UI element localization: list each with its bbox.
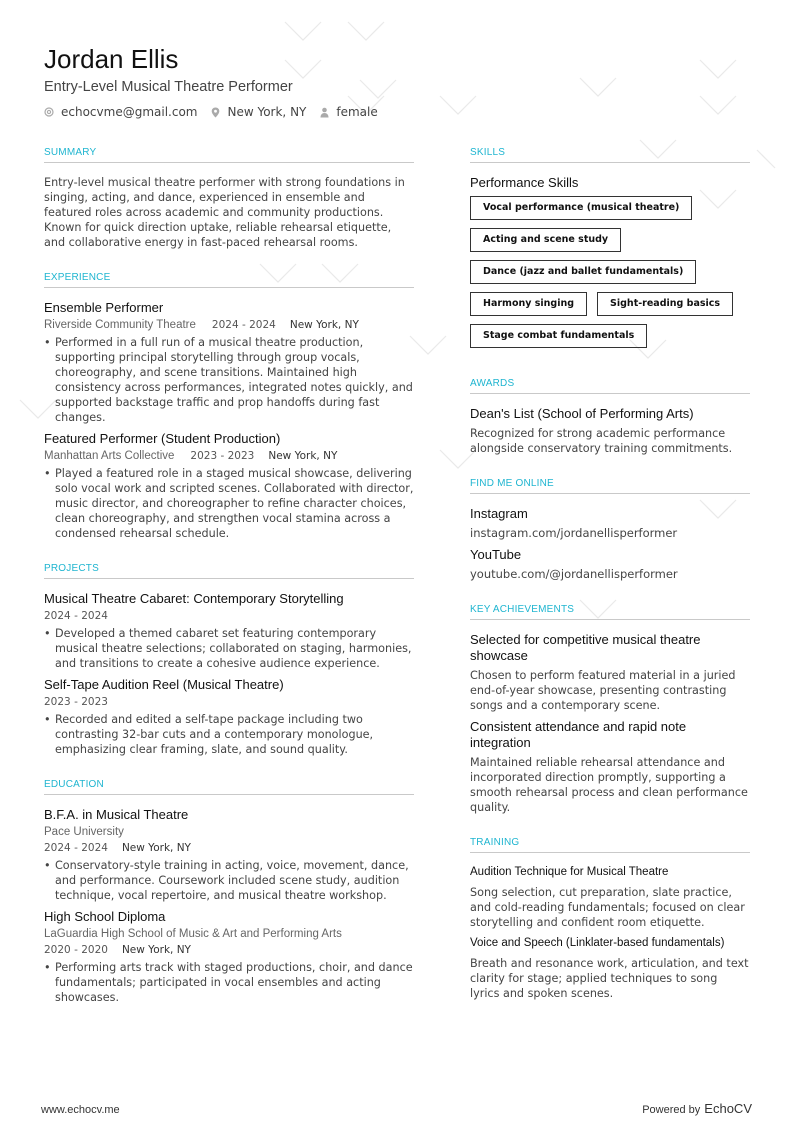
training-title: Audition Technique for Musical Theatre: [470, 866, 669, 878]
experience-role: Featured Performer (Student Production): [44, 431, 281, 446]
skill-tag: Sight-reading basics: [597, 292, 733, 316]
skills-tags: [470, 196, 750, 356]
project-dates: 2023 - 2023: [44, 696, 108, 708]
training-title: Voice and Speech (Linklater-based fundamentals): [470, 937, 725, 949]
experience-dates: 2023 - 2023: [190, 450, 255, 462]
person-icon: [320, 107, 329, 118]
experience-role: Ensemble Performer: [44, 300, 164, 315]
education-meta: [44, 841, 414, 855]
training-section: [470, 837, 750, 1001]
contact-gender: [320, 104, 377, 120]
experience-heading: EXPERIENCE: [44, 272, 414, 288]
right-column: [470, 147, 750, 1023]
awards-section: [470, 378, 750, 456]
education-meta: [44, 943, 414, 957]
achievement-entry: [470, 719, 750, 815]
gender-text: female: [336, 105, 378, 119]
skill-tag: Harmony singing: [470, 292, 587, 316]
skills-category: Performance Skills: [470, 175, 579, 190]
resume-header: [44, 44, 744, 120]
project-title: Self-Tape Audition Reel (Musical Theatre): [44, 677, 284, 692]
skill-tag: Vocal performance (musical theatre): [470, 196, 692, 220]
award-title: Dean's List (School of Performing Arts): [470, 406, 694, 421]
project-entry: [44, 677, 414, 757]
education-entry: [44, 909, 414, 1005]
footer-powered-text: Powered by: [642, 1104, 701, 1116]
education-heading: EDUCATION: [44, 779, 414, 795]
achievement-text: Maintained reliable rehearsal attendance and incorporated direction promptly, supporting a smooth rehearsal process and clean performance quality.: [470, 756, 748, 814]
education-location: New York, NY: [121, 842, 191, 854]
training-heading: TRAINING: [470, 837, 750, 853]
footer-site-link[interactable]: www.echocv.me: [41, 1104, 120, 1116]
achievements-heading: KEY ACHIEVEMENTS: [470, 604, 750, 620]
projects-section: [44, 563, 414, 757]
project-bullet: • Recorded and edited a self-tape package including two contrasting 32-bar cuts and a contemporary monologue, emphasizing clear framing, slate, and sound quality.: [44, 713, 374, 756]
experience-entry: [44, 431, 414, 541]
skills-heading: SKILLS: [470, 147, 750, 163]
contact-email[interactable]: [44, 104, 197, 120]
education-location: New York, NY: [121, 944, 191, 956]
education-degree: High School Diploma: [44, 909, 166, 924]
email-text: echocvme@gmail.com: [61, 105, 198, 119]
experience-meta: [44, 449, 414, 463]
achievement-title: Consistent attendance and rapid note integration: [470, 719, 687, 750]
experience-entry: [44, 300, 414, 425]
contact-row: [44, 104, 744, 120]
footer-brand[interactable]: EchoCV: [704, 1101, 752, 1116]
education-school: LaGuardia High School of Music & Art and Performing Arts: [44, 928, 342, 940]
left-column: [44, 147, 414, 1027]
candidate-title: Entry-Level Musical Theatre Performer: [44, 79, 293, 95]
skill-tag: Dance (jazz and ballet fundamentals): [470, 260, 696, 284]
project-title: Musical Theatre Cabaret: Contemporary Storytelling: [44, 591, 344, 606]
experience-bullet: • Performed in a full run of a musical theatre production, supporting principal storytelling through group vocals, choreography, and scene transitions. Maintained high consistency across performances, integrated notes quickly, and supported backstage traffic and prop handoffs during fast changes.: [44, 336, 413, 424]
at-icon: [44, 107, 54, 117]
training-text: Song selection, cut preparation, slate practice, and cold-reading fundamentals; focused on clear storytelling and confident room etiquette.: [470, 886, 745, 929]
training-entry: [470, 936, 750, 1001]
education-school-row: [44, 825, 414, 839]
contact-location: [211, 104, 306, 120]
award-text: Recognized for strong academic performance alongside conservatory training commitments.: [470, 427, 733, 455]
education-school: Pace University: [44, 826, 124, 838]
skill-tag: Stage combat fundamentals: [470, 324, 647, 348]
summary-heading: SUMMARY: [44, 147, 414, 163]
experience-section: [44, 272, 414, 541]
experience-meta: [44, 318, 414, 332]
education-section: [44, 779, 414, 1005]
training-text: Breath and resonance work, articulation, and text clarity for stage; applied techniques to song lyrics and spoken scenes.: [470, 957, 749, 1000]
education-bullet: • Conservatory-style training in acting, voice, movement, dance, and performance. Coursework included scene study, audition technique, vocal repertoire, and musical theatre workshop.: [44, 859, 409, 902]
training-entry: [470, 865, 750, 930]
education-degree: B.F.A. in Musical Theatre: [44, 807, 189, 822]
experience-location: New York, NY: [268, 450, 338, 462]
experience-org: Riverside Community Theatre: [44, 319, 196, 331]
experience-location: New York, NY: [289, 319, 359, 331]
awards-heading: AWARDS: [470, 378, 750, 394]
experience-bullet: • Played a featured role in a staged musical showcase, delivering solo vocal work and scripted scenes. Collaborated with director, music director, and choreographer to refine character choices, clean choreography, and strengthen vocal stamina across a condensed rehearsal schedule.: [44, 467, 414, 540]
education-school-row: [44, 927, 414, 941]
footer-branding: [642, 1101, 752, 1116]
online-section: [470, 478, 750, 582]
summary-section: [44, 147, 414, 250]
project-bullet: • Developed a themed cabaret set featuring contemporary musical theatre selections; collaborated on staging, harmonies, and transitions to create a cohesive audience experience.: [44, 627, 412, 670]
social-link-youtube[interactable]: youtube.com/@jordanellisperformer: [470, 567, 678, 581]
skill-tag: Acting and scene study: [470, 228, 621, 252]
social-label-youtube: YouTube: [470, 547, 522, 562]
candidate-name: Jordan Ellis: [44, 44, 179, 74]
project-entry: [44, 591, 414, 671]
achievement-entry: [470, 632, 750, 713]
education-dates: 2020 - 2020: [44, 944, 108, 956]
education-bullet: • Performing arts track with staged productions, choir, and dance fundamentals; participated in vocal ensembles and acting showcases.: [44, 961, 413, 1004]
experience-org: Manhattan Arts Collective: [44, 450, 175, 462]
achievement-title: Selected for competitive musical theatre showcase: [470, 632, 701, 663]
experience-dates: 2024 - 2024: [211, 319, 276, 331]
achievements-section: [470, 604, 750, 815]
social-link-instagram[interactable]: instagram.com/jordanellisperformer: [470, 526, 678, 540]
projects-heading: PROJECTS: [44, 563, 414, 579]
skills-section: [470, 147, 750, 356]
social-label-instagram: Instagram: [470, 506, 528, 521]
project-dates: 2024 - 2024: [44, 610, 108, 622]
achievement-text: Chosen to perform featured material in a juried end-of-year showcase, presenting contrasting songs and a contemporary scene.: [470, 669, 736, 712]
location-pin-icon: [211, 107, 220, 118]
education-entry: [44, 807, 414, 903]
location-text: New York, NY: [227, 105, 307, 119]
education-dates: 2024 - 2024: [44, 842, 108, 854]
online-heading: FIND ME ONLINE: [470, 478, 750, 494]
summary-text: Entry-level musical theatre performer with strong foundations in singing, acting, and dance, experienced in ensemble and featured roles across academic and community productions. Known for quick direction uptake, reliable rehearsal etiquette, and collaborative energy in fast-paced rehearsal rooms.: [44, 176, 405, 249]
